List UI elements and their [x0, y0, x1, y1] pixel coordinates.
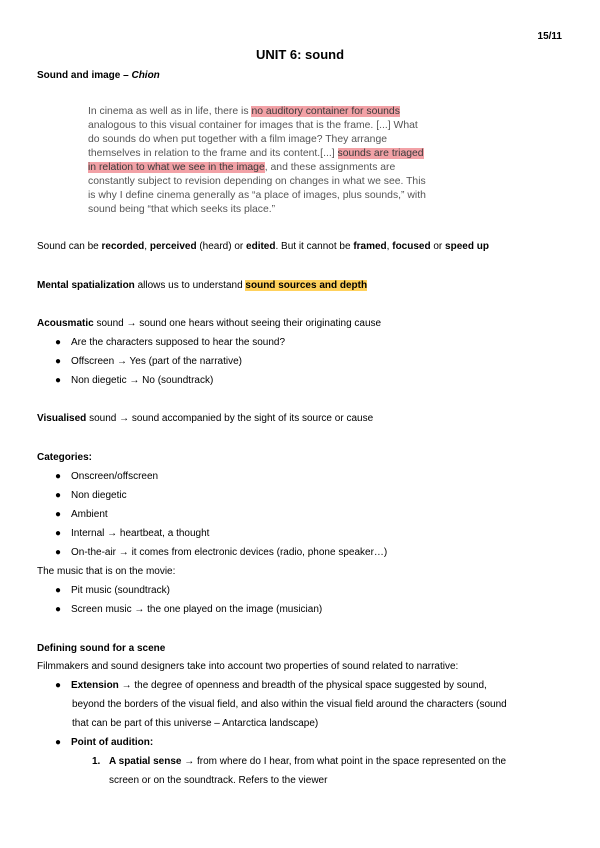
page-number: 15/11 — [537, 31, 562, 42]
list-item: ● Non diegetic — [55, 490, 127, 501]
list-item: ● Offscreen → Yes (part of the narrative) — [55, 356, 243, 367]
section-heading-sound-image — [37, 70, 160, 81]
quote-line: sound being “that which seeks its place.” — [88, 204, 276, 215]
acousmatic-definition: Acousmatic sound → sound one hears without seeing their originating cause — [37, 318, 382, 329]
quote-text: In cinema as well as in life, there is — [88, 106, 252, 117]
page-title: UNIT 6: sound — [255, 47, 345, 62]
defining-intro: Filmmakers and sound designers take into account two properties of sound related to narrative: — [37, 661, 459, 672]
extension-continued: beyond the borders of the visual field, and also within the visual field around the characters (sound — [72, 699, 507, 710]
quote-highlight: sounds are triaged — [337, 148, 424, 159]
list-item: ● Ambient — [55, 509, 108, 520]
list-item: ● Non diegetic → No (soundtrack) — [55, 375, 214, 386]
extension-continued: that can be part of this universe – Antarctica landscape) — [72, 718, 319, 729]
heading-author: Chion — [131, 70, 160, 81]
quote-line — [88, 147, 460, 161]
categories-heading: Categories: — [37, 452, 93, 463]
quote-line — [88, 105, 460, 119]
list-item: ● Screen music → the one played on the image (musician) — [55, 604, 323, 615]
spatial-continued: screen or on the soundtrack. Refers to the viewer — [109, 775, 328, 786]
mental-spatialization-line: Mental spatialization allows us to understand sound sources and depth — [37, 280, 368, 291]
visualised-definition: Visualised sound → sound accompanied by the sight of its source or cause — [37, 413, 374, 424]
heading-text: Sound and image – — [37, 70, 132, 81]
chion-quote — [88, 105, 460, 217]
list-item: ● Are the characters supposed to hear the sound? — [55, 337, 286, 348]
highlight-sound-sources: sound sources and depth — [245, 280, 368, 291]
list-item-extension: ● Extension → the degree of openness and breadth of the physical space suggested by sound, — [55, 680, 487, 691]
quote-line: do sounds do when put together with a film image? They arrange — [88, 134, 388, 145]
music-intro: The music that is on the movie: — [37, 566, 176, 577]
list-item: ● Pit music (soundtrack) — [55, 585, 170, 596]
defining-heading: Defining sound for a scene — [37, 643, 166, 654]
quote-text: themselves in relation to the frame and its content.[...] — [88, 148, 338, 159]
quote-line: is why I define cinema generally as “a place of images, plus sounds,” with — [88, 190, 426, 201]
list-item: ● Onscreen/offscreen — [55, 471, 159, 482]
sound-properties-line: Sound can be recorded, perceived (heard) or edited. But it cannot be framed, focused or speed up — [37, 241, 489, 252]
quote-text: , and these assignments are — [264, 162, 396, 173]
quote-highlight: no auditory container for sounds — [251, 106, 400, 117]
quote-line: constantly subject to revision depending on changes in what we see. This — [88, 176, 426, 187]
quote-line: analogous to this visual container for images that is the frame. [...] What — [88, 120, 418, 131]
list-item: ● Internal → heartbeat, a thought — [55, 528, 210, 539]
list-item-point-of-audition: ● Point of audition: — [55, 737, 154, 748]
numbered-item: 1. A spatial sense → from where do I hear, from what point in the space represented on the — [92, 756, 507, 767]
quote-line — [88, 161, 460, 175]
list-item: ● On-the-air → it comes from electronic devices (radio, phone speaker…) — [55, 547, 388, 558]
quote-highlight: in relation to what we see in the image — [88, 162, 265, 173]
